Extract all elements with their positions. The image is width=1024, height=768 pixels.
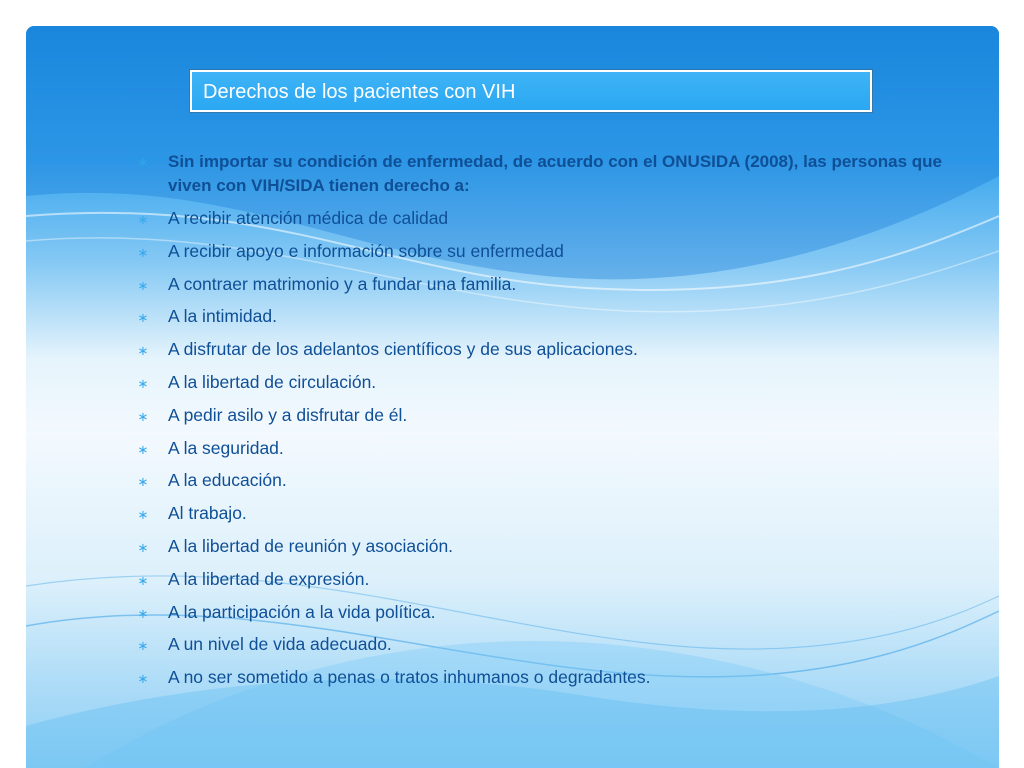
bullet-icon: ∗ — [137, 638, 149, 654]
title-box — [190, 70, 872, 112]
slide-content — [136, 150, 956, 698]
list-item — [136, 436, 956, 469]
list-item — [136, 468, 956, 501]
list-item-text: A recibir apoyo e información sobre su enfermedad — [168, 240, 564, 261]
list-item — [136, 665, 956, 698]
bullet-icon: ∗ — [137, 277, 149, 293]
list-item-text: A pedir asilo y a disfrutar de él. — [168, 404, 408, 425]
list-item-text: A no ser sometido a penas o tratos inhumanos o degradantes. — [168, 667, 651, 688]
list-item — [136, 370, 956, 403]
list-item-text: A contraer matrimonio y a fundar una familia. — [168, 273, 517, 294]
list-item — [136, 501, 956, 534]
list-item — [136, 600, 956, 633]
intro-paragraph — [136, 150, 956, 198]
list-item — [136, 403, 956, 436]
bullet-icon: ∗ — [137, 605, 149, 621]
bullet-icon: ∗ — [137, 572, 149, 588]
list-item-text: A la libertad de reunión y asociación. — [168, 535, 454, 556]
bullet-icon: ∗ — [137, 310, 149, 326]
bullet-icon: ∗ — [137, 474, 149, 490]
list-item — [136, 567, 956, 600]
slide-title: Derechos de los pacientes con VIH — [203, 81, 516, 103]
list-item-text: A la educación. — [168, 470, 287, 491]
list-item — [136, 337, 956, 370]
list-item — [136, 632, 956, 665]
list-item-text: A la libertad de circulación. — [168, 371, 377, 392]
list-item-text: A la seguridad. — [168, 437, 284, 458]
list-item-text: A la participación a la vida política. — [168, 601, 436, 622]
list-item — [136, 534, 956, 567]
bullet-icon: ∗ — [137, 154, 149, 170]
bullet-icon: ∗ — [137, 539, 149, 555]
list-item-text: A la intimidad. — [168, 306, 277, 327]
list-item-text: A la libertad de expresión. — [168, 568, 370, 589]
bullet-icon: ∗ — [137, 671, 149, 687]
bullet-icon: ∗ — [137, 343, 149, 359]
bullet-icon: ∗ — [137, 212, 149, 227]
bullet-icon: ∗ — [137, 441, 149, 457]
bullet-icon: ∗ — [137, 375, 149, 391]
list-item — [136, 239, 956, 272]
bullet-icon: ∗ — [137, 408, 149, 424]
rights-list — [136, 206, 956, 698]
list-item-text: A recibir atención médica de calidad — [168, 208, 449, 228]
list-item — [136, 304, 956, 337]
list-item-text: Al trabajo. — [168, 503, 247, 524]
list-item — [136, 272, 956, 305]
list-item-text: A disfrutar de los adelantos científicos y de sus aplicaciones. — [168, 339, 638, 360]
slide-background — [26, 26, 999, 768]
bullet-icon: ∗ — [137, 244, 149, 260]
bullet-icon: ∗ — [137, 507, 149, 523]
list-item — [136, 206, 956, 239]
list-item-text: A un nivel de vida adecuado. — [168, 634, 392, 655]
intro-text: Sin importar su condición de enfermedad, de acuerdo con el ONUSIDA (2008), las personas que viven con VIH/SIDA tienen derecho a: — [168, 152, 943, 195]
